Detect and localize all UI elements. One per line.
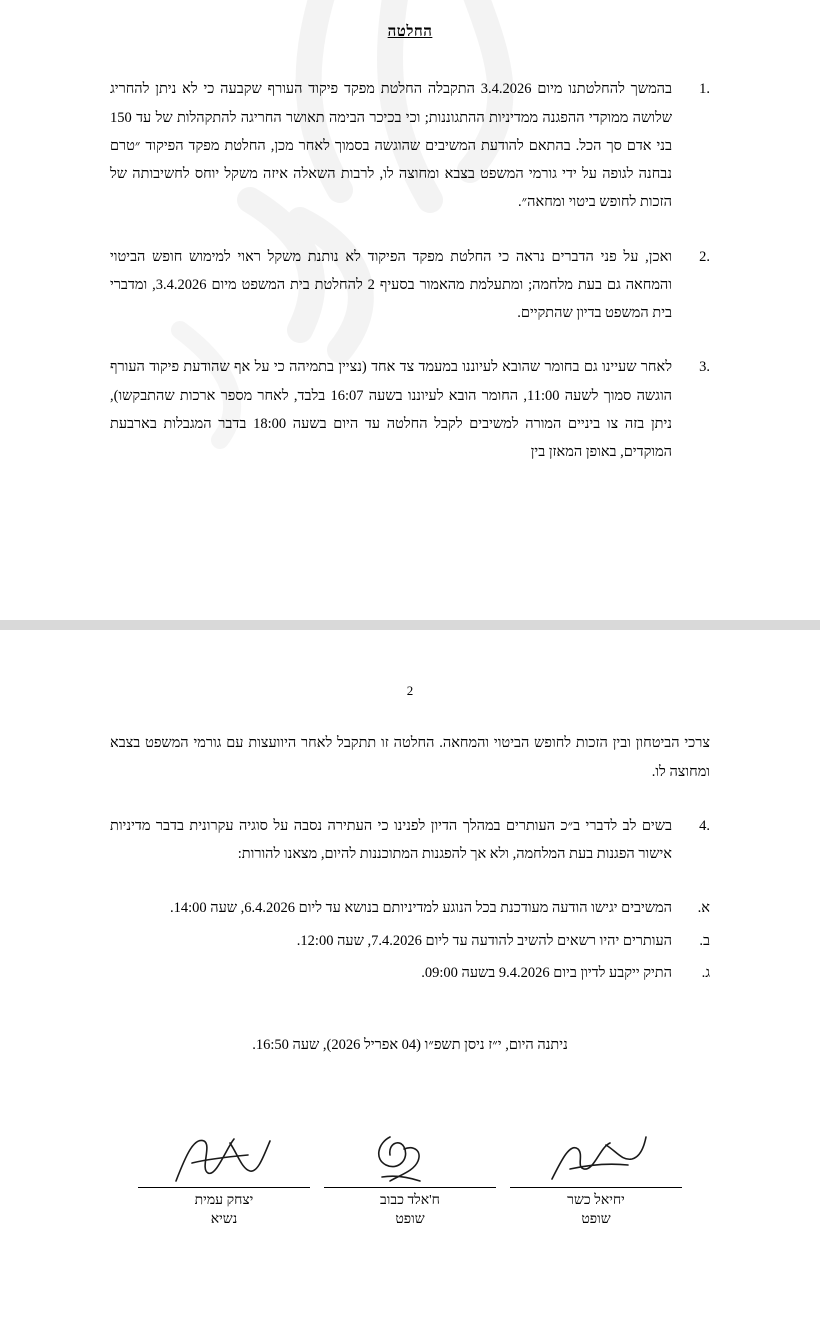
document-title: החלטה — [387, 24, 433, 40]
signature-row — [110, 1121, 710, 1230]
paragraph-1 — [110, 75, 710, 216]
signature-role-3: שופט — [581, 1212, 611, 1228]
sub-item-b-label: ב. — [699, 932, 710, 949]
signature-block-3 — [508, 1121, 684, 1230]
sub-item-c-text: התיק ייקבע לדיון ביום 9.4.2026 בשעה 09:00. — [421, 964, 672, 981]
signature-scribble-icon — [136, 1121, 312, 1187]
signature-rule-2 — [324, 1187, 496, 1188]
sub-item-a — [110, 894, 710, 922]
paragraph-4 — [110, 812, 710, 869]
continuation-paragraph: צרכי הביטחון ובין הזכות לחופש הביטוי והמחאה. החלטה זו תתקבל לאחר היוועצות עם גורמי המשפט בצבא ומחוצה לו. — [110, 735, 710, 780]
signature-role-1: נשיא — [210, 1212, 238, 1228]
document-page-2 — [0, 630, 820, 1323]
sub-item-b-text: העותרים יהיו רשאים להשיב להודעה עד ליום 7.4.2026, שעה 12:00. — [296, 932, 672, 949]
sub-item-a-text: המשיבים יגישו הודעה מעודכנת בכל הנוגע למדיניותם בנושא עד ליום 6.4.2026, שעה 14:00. — [169, 900, 672, 917]
signature-rule-1 — [138, 1187, 310, 1188]
signature-scribble-icon — [508, 1121, 684, 1187]
paragraph-4-text: בשים לב לדברי ב״כ העותרים במהלך הדיון לפנינו כי העתירה נסבה על סוגיה עקרונית בדבר מדיניות אישור הפגנות בעת המלחמה, ולא אך להפגנות המתוכננות להיום, מצאנו להורות: — [110, 817, 672, 863]
signature-role-2: שופט — [395, 1212, 425, 1228]
signature-block-1 — [136, 1121, 312, 1230]
sub-item-b — [110, 927, 710, 955]
signature-rule-3 — [510, 1187, 682, 1188]
paragraph-2-text: ואכן, על פני הדברים נראה כי החלטת מפקד הפיקוד לא נותנת משקל ראוי למימוש חופש הביטוי והמחאה גם בעת מלחמה; ומתעלמת מהאמור בסעיף 2 להחלטת בית המשפט מיום 3.4.2026, ומדברי בית המשפט בדיון שהתקיים. — [110, 248, 672, 322]
paragraph-2 — [110, 243, 710, 328]
page-separator — [0, 620, 820, 630]
paragraph-1-number: 1. — [699, 81, 710, 98]
sub-items-list — [110, 894, 710, 987]
paragraph-3 — [110, 353, 710, 466]
signature-block-2 — [322, 1121, 498, 1230]
document-page-1 — [0, 0, 820, 620]
given-date-line: ניתנה היום, י״ז ניסן תשפ״ו (04 אפריל 2026), שעה 16:50. — [252, 1037, 568, 1054]
page-1-content — [110, 18, 710, 466]
signature-name-1: יצחק עמית — [194, 1193, 254, 1209]
sub-item-c-label: ג. — [701, 964, 710, 981]
signature-name-2: ח'אלד כבוב — [380, 1193, 440, 1209]
paragraph-4-number: 4. — [699, 817, 710, 834]
paragraph-3-number: 3. — [699, 359, 710, 376]
paragraph-3-text: לאחר שעיינו גם בחומר שהובא לעיוננו במעמד צד אחד (נציין בתמיהה כי על אף שהודעת פיקוד העורף הוגשה סמוך לשעה 11:00, החומר הובא לעיוננו בשעה 16:07 בלבד, לאחר מספר ארכות שהתבקשו), ניתן בזה צו ביניים המורה למשיבים לקבל החלטה עד היום בשעה 18:00 בדבר המגבלות בארבעת המוקדים, באופן המאזן בין — [110, 359, 673, 461]
sub-item-a-label: א. — [697, 900, 710, 917]
signature-scribble-icon — [322, 1121, 498, 1187]
page-number: 2 — [406, 683, 414, 698]
sub-item-c — [110, 959, 710, 987]
signature-name-3: יחיאל כשר — [567, 1193, 625, 1209]
page-2-content — [110, 678, 710, 1230]
paragraph-2-number: 2. — [699, 248, 710, 265]
paragraph-1-text: בהמשך להחלטתנו מיום 3.4.2026 התקבלה החלטת מפקד פיקוד העורף שקבעה כי לא ניתן להחריג שלושה ממוקדי ההפגנה ממדיניות ההתגוננות; וכי בכיכר הבימה תאושר החריגה להתקהלות של עד 150 בני אדם סך הכל. בהתאם להודעת המשיבים שהוגשה בסמוך לאחר מכן, החלטת מפקד הפיקוד ״טרם נבחנה לגופה על ידי גורמי המשפט בצבא ומחוצה לו, לרבות השאלה איזה משקל יוחס לחשיבותה של הזכות לחופש ביטוי ומחאה״. — [110, 81, 672, 211]
